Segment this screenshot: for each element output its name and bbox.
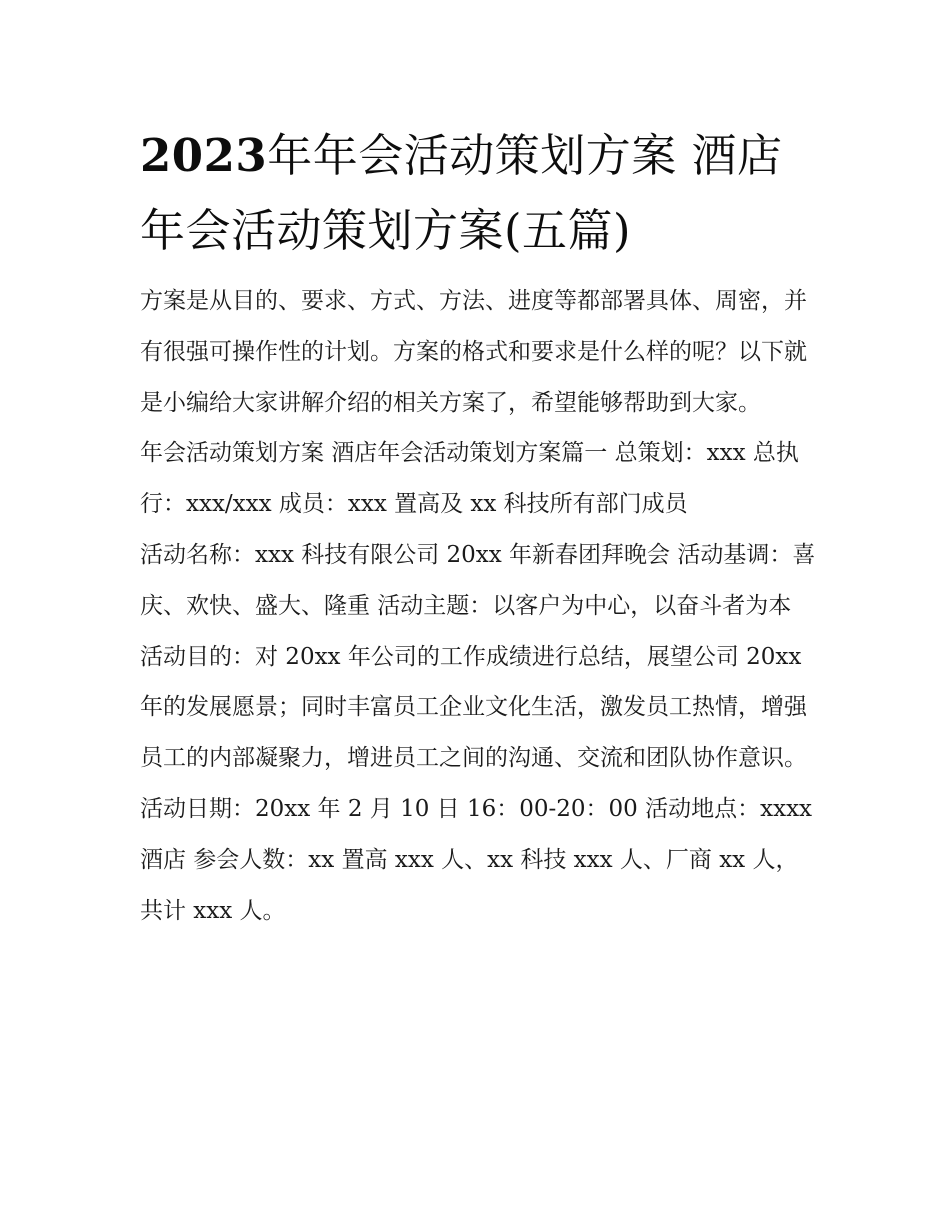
paragraph-organizers: 年会活动策划方案 酒店年会活动策划方案篇一 总策划：xxx 总执行：xxx/xxx 成员：xxx 置高及 xx 科技所有部门成员 xyxy=(140,440,799,518)
paragraph-activity-name: 活动名称：xxx 科技有限公司 20xx 年新春团拜晚会 活动基调：喜庆、欢快、盛大、隆重 活动主题：以客户为中心，以奋斗者为本 xyxy=(140,541,816,619)
document-body xyxy=(140,276,820,936)
document-title xyxy=(140,118,820,268)
title-text: 年年会活动策划方案 酒店年会活动策划方案(五篇) xyxy=(140,129,783,257)
paragraph-activity-date: 活动日期：20xx 年 2 月 10 日 16：00-20：00 活动地点：xxxx 酒店 参会人数：xx 置高 xxx 人、xx 科技 xxx 人、厂商 xx 人，共计 xxx 人。 xyxy=(140,795,813,924)
title-year: 2023 xyxy=(140,129,268,182)
paragraph-intro: 方案是从目的、要求、方式、方法、进度等都部署具体、周密，并有很强可操作性的计划。方案的格式和要求是什么样的呢？以下就是小编给大家讲解介绍的相关方案了，希望能够帮助到大家。 xyxy=(140,288,807,416)
paragraph-activity-purpose: 活动目的：对 20xx 年公司的工作成绩进行总结，展望公司 20xx 年的发展愿景；同时丰富员工企业文化生活，激发员工热情，增强员工的内部凝聚力，增进员工之间的沟通、交流和团队协作意识。 xyxy=(140,643,807,772)
